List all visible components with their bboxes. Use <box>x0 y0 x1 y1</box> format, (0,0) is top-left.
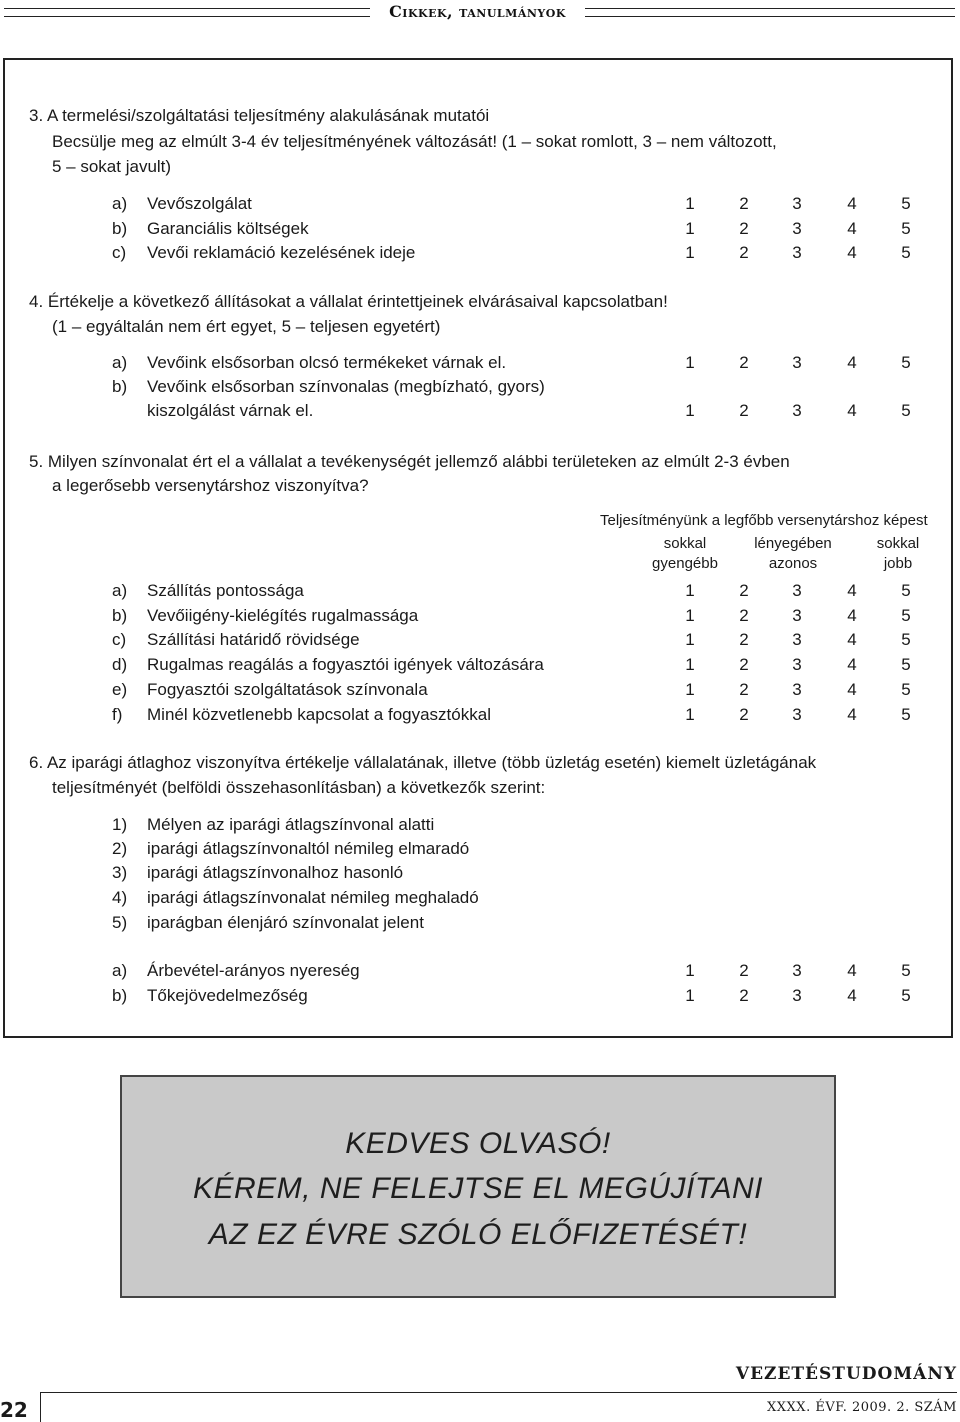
scale-option-4: 4 <box>847 581 857 600</box>
header-rule-right <box>585 8 955 17</box>
notice-line-3: AZ EZ ÉVRE SZÓLÓ ELŐFIZETÉSÉT! <box>208 1218 748 1251</box>
scale-option-1: 1 <box>685 219 695 238</box>
scale-option-2: 2 <box>739 401 749 420</box>
level-number: 3) <box>112 863 128 882</box>
scale-option-2: 2 <box>739 961 749 980</box>
scale-option-5: 5 <box>901 353 911 372</box>
scale-option-5: 5 <box>901 219 911 238</box>
scale-option-3: 3 <box>792 961 802 980</box>
scale-option-1: 1 <box>685 401 695 420</box>
scale-option-3: 3 <box>792 705 802 724</box>
scale-option-3: 3 <box>792 630 802 649</box>
scale-option-4: 4 <box>847 630 857 649</box>
scale-option-4: 4 <box>847 961 857 980</box>
scale-option-3: 3 <box>792 401 802 420</box>
scale-option-1: 1 <box>685 243 695 262</box>
scale-option-2: 2 <box>739 655 749 674</box>
notice-line-1: KEDVES OLVASÓ! <box>345 1127 611 1160</box>
scale-header-text: Teljesítményünk a legfőbb versenytárshoz képest <box>600 512 928 529</box>
scale-option-5: 5 <box>901 961 911 980</box>
scale-option-2: 2 <box>739 194 749 213</box>
section-title: Cikkek, tanulmányok <box>389 2 566 21</box>
scale-left-label: sokkal <box>663 535 707 552</box>
item-letter: e) <box>112 680 128 699</box>
level-label: Mélyen az iparági átlagszínvonal alatti <box>147 815 435 834</box>
q6-title-line2: teljesítményét (belföldi összehasonlításban) a következők szerint: <box>52 778 546 797</box>
scale-mid-label: lényegében <box>754 535 832 552</box>
item-label: Vevőiigény-kielégítés rugalmassága <box>147 606 419 625</box>
scale-option-5: 5 <box>901 194 911 213</box>
scale-option-2: 2 <box>739 630 749 649</box>
scale-option-5: 5 <box>901 630 911 649</box>
scale-option-2: 2 <box>739 219 749 238</box>
level-number: 5) <box>112 913 128 932</box>
q4-instruction: (1 – egyáltalán nem ért egyet, 5 – teljesen egyetért) <box>52 317 441 336</box>
q6-title-line1: 6. Az iparági átlaghoz viszonyítva értékelje vállalatának, illetve (több üzletág esetén) kiemelt üzletágának <box>29 753 817 772</box>
item-letter: c) <box>112 630 127 649</box>
scale-option-3: 3 <box>792 655 802 674</box>
scale-option-5: 5 <box>901 680 911 699</box>
item-letter: a) <box>112 194 128 213</box>
footer-rule <box>40 1392 957 1393</box>
scale-option-2: 2 <box>739 353 749 372</box>
level-number: 1) <box>112 815 128 834</box>
scale-option-4: 4 <box>847 219 857 238</box>
level-label: iparági átlagszínvonaltól némileg elmaradó <box>147 839 470 858</box>
item-letter: b) <box>112 377 128 396</box>
q5-title-line1: 5. Milyen színvonalat ért el a vállalat a tevékenységét jellemző alábbi területeken az elmúlt 2-3 évben <box>29 452 790 471</box>
scale-option-5: 5 <box>901 243 911 262</box>
level-number: 2) <box>112 839 128 858</box>
scale-right-label-2: jobb <box>883 555 913 572</box>
item-letter: b) <box>112 986 128 1005</box>
footer-side-rule <box>40 1392 41 1422</box>
journal-name: VEZETÉSTUDOMÁNY <box>735 1364 957 1384</box>
item-label: Garanciális költségek <box>147 219 309 238</box>
scale-option-3: 3 <box>792 680 802 699</box>
scale-option-3: 3 <box>792 606 802 625</box>
item-letter: b) <box>112 219 128 238</box>
scale-option-2: 2 <box>739 243 749 262</box>
item-letter: c) <box>112 243 127 262</box>
scale-option-5: 5 <box>901 581 911 600</box>
scale-option-4: 4 <box>847 401 857 420</box>
scale-option-4: 4 <box>847 243 857 262</box>
scale-option-1: 1 <box>685 630 695 649</box>
item-label: Rugalmas reagálás a fogyasztói igények változására <box>147 655 544 674</box>
scale-option-1: 1 <box>685 353 695 372</box>
scale-option-1: 1 <box>685 606 695 625</box>
scale-option-1: 1 <box>685 705 695 724</box>
item-label: Szállítási határidő rövidsége <box>147 630 360 649</box>
level-label: iparági átlagszínvonalat némileg meghaladó <box>147 888 479 907</box>
scale-option-4: 4 <box>847 705 857 724</box>
item-label: Vevői reklamáció kezelésének ideje <box>147 243 416 262</box>
item-label: Minél közvetlenebb kapcsolat a fogyasztókkal <box>147 705 491 724</box>
item-letter: a) <box>112 581 128 600</box>
item-label: Vevőink elsősorban olcsó termékeket várnak el. <box>147 353 507 372</box>
notice-line-2: KÉREM, NE FELEJTSE EL MEGÚJÍTANI <box>192 1172 763 1205</box>
scale-option-2: 2 <box>739 680 749 699</box>
item-letter: b) <box>112 606 128 625</box>
scale-option-3: 3 <box>792 581 802 600</box>
scale-option-2: 2 <box>739 581 749 600</box>
scale-option-4: 4 <box>847 353 857 372</box>
level-number: 4) <box>112 888 128 907</box>
scale-left-label-2: gyengébb <box>652 555 718 572</box>
page-number: 22 <box>0 1398 28 1422</box>
scale-option-5: 5 <box>901 606 911 625</box>
scale-option-3: 3 <box>792 353 802 372</box>
scale-option-1: 1 <box>685 194 695 213</box>
scale-option-3: 3 <box>792 986 802 1005</box>
scale-option-4: 4 <box>847 680 857 699</box>
q3-instruction-line1: Becsülje meg az elmúlt 3-4 év teljesítményének változását! (1 – sokat romlott, 3 – nem változott, <box>52 132 777 151</box>
scale-option-4: 4 <box>847 606 857 625</box>
item-label: Fogyasztói szolgáltatások színvonala <box>147 680 428 699</box>
scale-option-2: 2 <box>739 705 749 724</box>
item-label: Árbevétel-arányos nyereség <box>147 961 360 980</box>
level-label: iparágban élenjáró színvonalat jelent <box>147 913 424 932</box>
scale-option-3: 3 <box>792 194 802 213</box>
item-letter: a) <box>112 961 128 980</box>
scale-option-1: 1 <box>685 986 695 1005</box>
item-letter: a) <box>112 353 128 372</box>
item-label: Vevőszolgálat <box>147 194 252 213</box>
scale-option-5: 5 <box>901 401 911 420</box>
scale-option-1: 1 <box>685 680 695 699</box>
item-label: Tőkejövedelmezőség <box>147 986 308 1005</box>
item-label: Szállítás pontossága <box>147 581 304 600</box>
q3-instruction-line2: 5 – sokat javult) <box>52 157 172 176</box>
item-letter: f) <box>112 705 123 724</box>
scale-option-5: 5 <box>901 986 911 1005</box>
item-label: Vevőink elsősorban színvonalas (megbízható, gyors) <box>147 377 545 396</box>
scale-option-1: 1 <box>685 961 695 980</box>
scale-right-label: sokkal <box>876 535 920 552</box>
subscription-notice-box <box>120 1075 836 1298</box>
scale-option-4: 4 <box>847 194 857 213</box>
header-rule-left <box>4 8 370 17</box>
scale-option-2: 2 <box>739 606 749 625</box>
scale-option-5: 5 <box>901 655 911 674</box>
scale-option-1: 1 <box>685 655 695 674</box>
item-letter: d) <box>112 655 128 674</box>
scale-option-2: 2 <box>739 986 749 1005</box>
q3-title: 3. A termelési/szolgáltatási teljesítmény alakulásának mutatói <box>29 106 490 125</box>
scale-option-4: 4 <box>847 655 857 674</box>
scale-option-1: 1 <box>685 581 695 600</box>
issue-info: XXXX. ÉVF. 2009. 2. SZÁM <box>767 1400 957 1415</box>
scale-option-3: 3 <box>792 219 802 238</box>
q5-title-line2: a legerősebb versenytárshoz viszonyítva? <box>52 476 369 495</box>
scale-mid-label-2: azonos <box>768 555 818 572</box>
q4-title: 4. Értékelje a következő állításokat a vállalat érintettjeinek elvárásaival kapcsolatban! <box>29 292 668 311</box>
item-label-continued: kiszolgálást várnak el. <box>147 401 314 420</box>
level-label: iparági átlagszínvonalhoz hasonló <box>147 863 404 882</box>
scale-option-5: 5 <box>901 705 911 724</box>
scale-option-4: 4 <box>847 986 857 1005</box>
scale-option-3: 3 <box>792 243 802 262</box>
